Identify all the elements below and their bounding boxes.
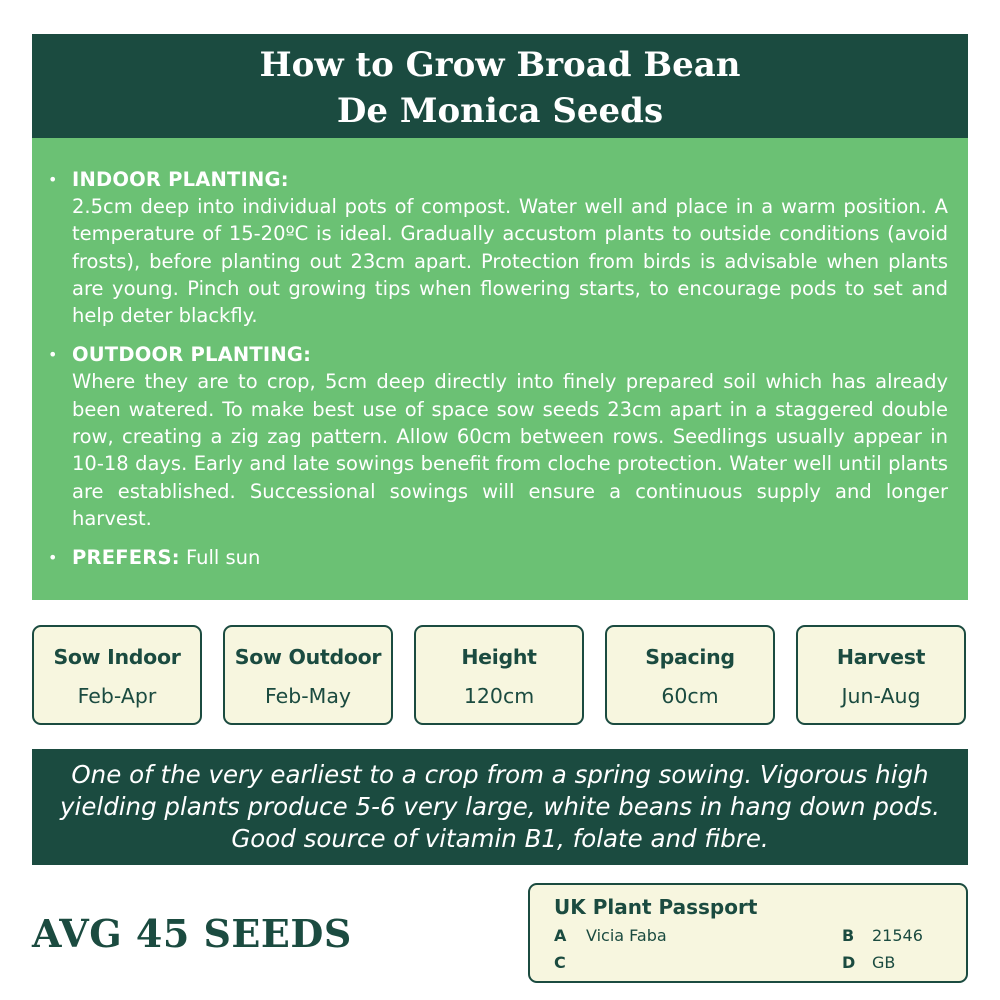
stat-label: Sow Outdoor [234,645,382,669]
stat-card-harvest [796,625,966,725]
stat-label: Spacing [645,645,735,669]
stat-card-height [414,625,584,725]
passport-b-label: B [842,926,855,945]
title-banner [32,34,968,138]
stat-label: Height [461,645,537,669]
bullet-icon: • [48,548,58,568]
stat-card-sow-indoor [32,625,202,725]
passport-c-label: C [554,953,566,972]
stat-value: Feb-May [264,684,352,708]
prefers-heading: PREFERS: [72,546,180,570]
stat-card-sow-outdoor [223,625,393,725]
bullet-icon: • [48,170,58,189]
brand-name: De Monica Seeds [336,91,664,131]
stat-value: 60cm [661,684,719,708]
outdoor-text: Where they are to crop, 5cm deep directly into finely prepared soil which has already been watered. To make best use of space sow seeds 23cm apart in a staggered double row, creating a zig zag pattern. Allow 60cm between rows. Seedlings usually appear in 10-18 days. Early and late sowings benefit from cloche protection. Water well until plants are established. Successional sowings will ensure a continuous supply and longer harvest. [72,370,948,530]
passport-d-value: GB [872,953,896,972]
growing-instructions [32,138,968,600]
outdoor-heading: OUTDOOR PLANTING: [72,343,312,367]
passport-a-value: Vicia Faba [586,926,667,945]
plant-passport [528,883,968,983]
passport-d-label: D [842,953,856,972]
product-description: One of the very earliest to a crop from a spring sowing. Vigorous high yielding plants produce 5-6 very large, white beans in hang down pods. Good source of vitamin B1, folate and fibre. [32,749,968,865]
stat-value: Jun-Aug [841,684,921,708]
indoor-planting-item [46,166,948,329]
indoor-heading: INDOOR PLANTING: [72,168,289,191]
outdoor-planting-item [46,341,948,532]
prefers-text: Full sun [185,546,261,570]
product-title: How to Grow Broad Bean [259,45,741,85]
stat-card-spacing [605,625,775,725]
seed-count: AVG 45 SEEDS [32,911,352,956]
stat-label: Harvest [836,645,926,669]
indoor-text: 2.5cm deep into individual pots of compost. Water well and place in a warm position. A temperature of 15-20ºC is ideal. Gradually accustom plants to outside conditions (avoid frosts), before planting out 23cm apart. Protection from birds is advisable when plants are young. Pinch out growing tips when flowering starts, to encourage pods to set and help deter blackfly. [72,195,948,328]
stat-value: Feb-Apr [77,684,157,708]
bullet-icon: • [48,345,58,365]
passport-title: UK Plant Passport [554,895,758,919]
stats-row [32,625,968,725]
stat-value: 120cm [463,684,535,708]
passport-b-value: 21546 [872,926,923,945]
stat-label: Sow Indoor [53,645,181,669]
prefers-item [46,544,948,571]
passport-a-label: A [554,926,567,945]
